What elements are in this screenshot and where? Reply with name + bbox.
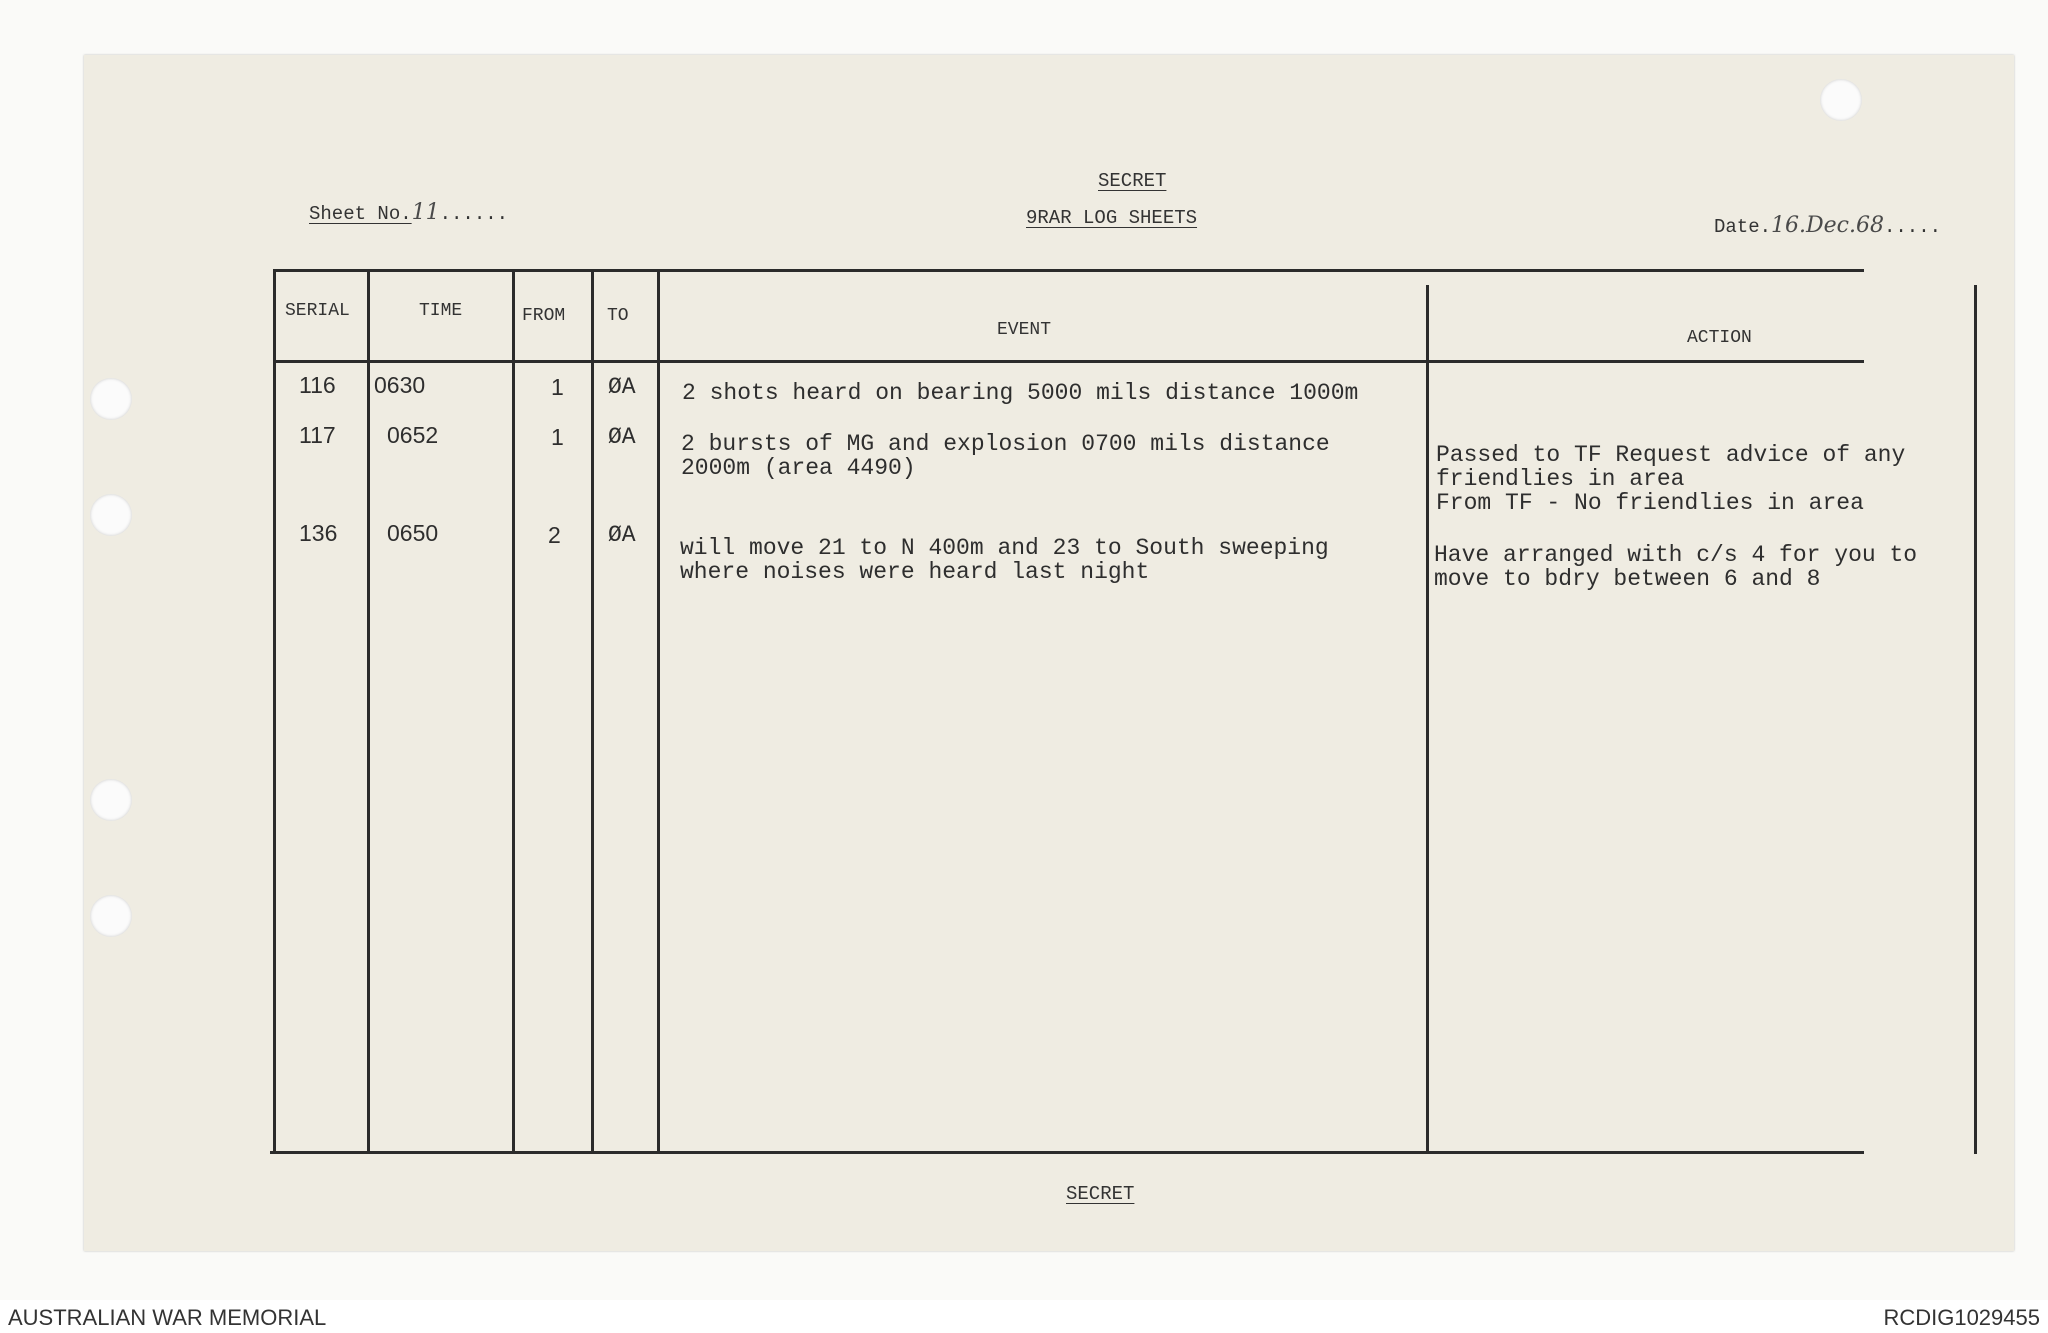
table-cell-serial: 136 <box>299 520 338 546</box>
column-divider <box>657 269 660 1154</box>
column-divider <box>512 269 515 1154</box>
table-cell-to: ØA <box>608 374 636 400</box>
table-cell-time: 0630 <box>374 372 426 398</box>
sheet-number-field <box>309 200 508 225</box>
table-cell-time: 0652 <box>387 422 439 448</box>
column-divider <box>591 269 594 1154</box>
column-header-event: EVENT <box>997 320 1052 340</box>
table-right-border <box>1974 285 1977 1154</box>
column-header-action: ACTION <box>1687 328 1752 348</box>
table-cell-event: will move 21 to N 400m and 23 to South sweeping where noises were heard last night <box>680 535 1329 585</box>
table-bottom-border <box>270 1151 1864 1154</box>
table-cell-event: 2 bursts of MG and explosion 0700 mils distance 2000m (area 4490) <box>681 431 1330 481</box>
punch-hole <box>90 779 132 821</box>
table-cell-to: ØA <box>608 424 636 450</box>
sheet-number: 11 <box>411 200 440 225</box>
table-cell-time: 0650 <box>387 520 439 546</box>
table-cell-serial: 116 <box>299 372 336 398</box>
punch-hole <box>1820 79 1862 121</box>
table-cell-from: 1 <box>551 374 564 400</box>
column-divider <box>1426 285 1429 1154</box>
table-cell-from: 1 <box>551 424 564 450</box>
column-header-serial: SERIAL <box>285 301 350 321</box>
archive-credit: AUSTRALIAN WAR MEMORIAL <box>8 1305 327 1330</box>
table-cell-from: 2 <box>548 522 561 548</box>
column-header-time: TIME <box>419 301 463 321</box>
table-cell-to: ØA <box>608 522 636 548</box>
punch-hole <box>90 494 132 536</box>
log-sheet-paper <box>84 55 2014 1251</box>
table-cell-action: Have arranged with c/s 4 for you to move to bdry between 6 and 8 <box>1434 542 1918 592</box>
date-value: 16.Dec.68 <box>1771 213 1884 238</box>
column-divider <box>367 269 370 1154</box>
dot-leader: ...... <box>439 203 509 225</box>
table-cell-event: 2 shots heard on bearing 5000 mils distance 1000m <box>682 380 1359 406</box>
classification-top: SECRET <box>1098 170 1167 192</box>
punch-hole <box>90 378 132 420</box>
sheet-label: Sheet No. <box>309 203 412 225</box>
punch-hole <box>90 895 132 937</box>
page-title: 9RAR LOG SHEETS <box>1026 207 1198 229</box>
dot-leader: ..... <box>1883 216 1941 238</box>
classification-bottom: SECRET <box>1066 1183 1135 1205</box>
record-identifier: RCDIG1029455 <box>1883 1305 2040 1330</box>
date-label: Date. <box>1714 216 1772 238</box>
date-field <box>1714 213 1941 238</box>
table-cell-serial: 117 <box>299 422 336 448</box>
column-header-from: FROM <box>522 306 566 326</box>
table-left-border <box>273 269 276 1154</box>
table-cell-action: Passed to TF Request advice of any friendlies in area From TF - No friendlies in area <box>1436 442 1906 516</box>
column-header-to: TO <box>607 306 629 326</box>
